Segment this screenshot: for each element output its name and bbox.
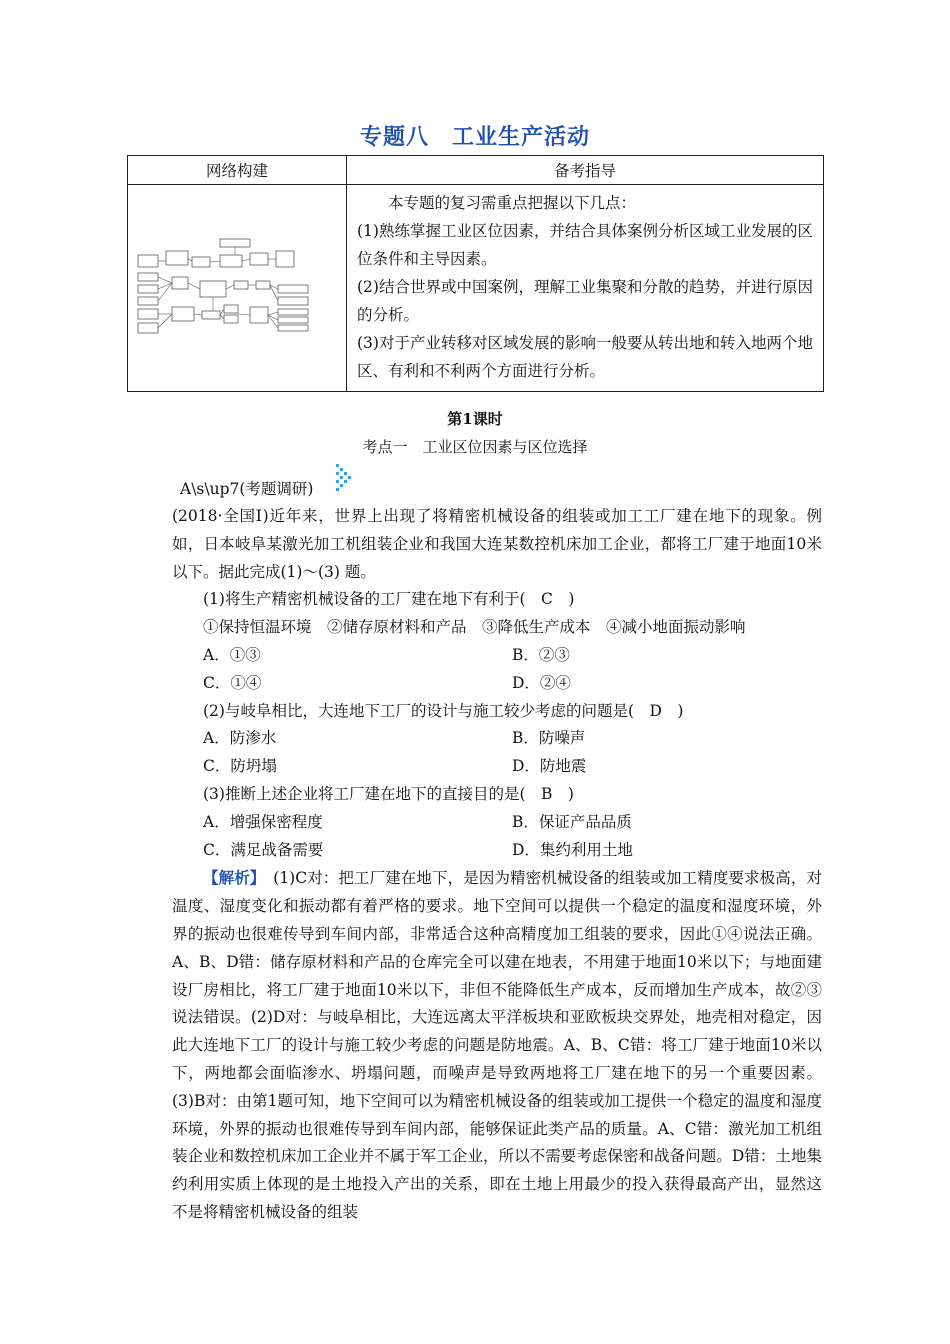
q3-option-d: D．集约利用土地 [512, 840, 633, 859]
guide-intro: 本专题的复习需重点把握以下几点： [388, 194, 637, 212]
question-3: (3)推断上述企业将工厂建在地下的直接目的是( B ) [203, 784, 574, 803]
q3-options-row-2 [172, 837, 822, 865]
q1-option-c: C．①④ [203, 673, 262, 692]
concept-map-diagram [128, 185, 346, 381]
guide-item-1: (1)熟练掌握工业区位因素，并结合具体案例分析区域工业发展的区位条件和主导因素。 [357, 222, 813, 268]
section-tag: A\s\up7(考题调研) [180, 480, 314, 498]
lesson-heading: 第1课时 [447, 410, 503, 428]
header-guide: 备考指导 [347, 156, 824, 185]
header-network: 网络构建 [128, 156, 347, 185]
point-heading: 考点一 工业区位因素与区位选择 [362, 438, 588, 456]
q1-options-row-1 [172, 642, 822, 670]
q2-option-b: B．防噪声 [512, 729, 586, 748]
q3-option-c: C．满足战备需要 [203, 840, 324, 859]
q3-option-b: B．保证产品品质 [512, 812, 632, 831]
page-title: 专题八 工业生产活动 [359, 124, 590, 150]
q1-options-row-2 [172, 670, 822, 698]
q1-option-a: A．①③ [203, 645, 261, 664]
q1-option-b: B．②③ [512, 645, 570, 664]
q2-option-a: A．防渗水 [203, 729, 277, 748]
question-1: (1)将生产精密机械设备的工厂建在地下有利于( C ) [203, 590, 575, 609]
question-1-items: ①保持恒温环境 ②储存原材料和产品 ③降低生产成本 ④减小地面振动影响 [203, 618, 746, 637]
question-block [172, 503, 822, 1227]
guide-item-2: (2)结合世界或中国案例，理解工业集聚和分散的趋势，并进行原因的分析。 [357, 278, 813, 324]
question-stem: (2018·全国Ⅰ)近年来，世界上出现了将精密机械设备的组装或加工工厂建在地下的现象。例如，日本岐阜某激光加工机组装企业和我国大连某数控机床加工企业，都将工厂建于地面10米以下。据此完成(1)～(3) 题。 [172, 507, 822, 581]
q2-option-c: C．防坍塌 [203, 757, 277, 776]
analysis-label: 【解析】 [203, 868, 258, 888]
q3-option-a: A．增强保密程度 [203, 812, 323, 831]
overview-table [127, 155, 824, 392]
analysis-text: (1)C对：把工厂建在地下，是因为精密机械设备的组装或加工精度要求极高，对温度、湿度变化和振动都有着严格的要求。地下空间可以提供一个稳定的温度和湿度环境，外界的振动也很难传导到车间内部，非常适合这种高精度加工组装的要求，因此①④说法正确。A、B、D错：储存原材料和产品的仓库完全可以建在地表，不用建于地面10米以下；与地面建设厂房相比，将工厂建于地面10米以下，非但不能降低生产成本，反而增加生产成本，故②③说法错误。(2)D对：与岐阜相比，大连远离太平洋板块和亚欧板块交界处，地壳相对稳定，因此大连地下工厂的设计与施工较少考虑的问题是防地震。A、B、C错：将工厂建于地面10米以下，两地都会面临渗水、坍塌问题，而噪声是导致两地将工厂建在地下的另一个重要因素。(3)B对：由第1题可知，地下空间可以为精密机械设备的组装或加工提供一个稳定的温度和湿度环境，外界的振动也很难传导到车间内部，能够保证此类产品的质量。A、C错：激光加工机组装企业和数控机床加工企业并不属于军工企业，所以不需要考虑保密和战备问题。D错：土地集约利用实质上体现的是土地投入产出的关系，即在土地上用最少的投入获得最高产出，显然这不是将精密机械设备的组装 [172, 869, 822, 1221]
analysis-paragraph [172, 864, 822, 1226]
q2-options-row-2 [172, 753, 822, 781]
q1-option-d: D．②④ [512, 673, 571, 692]
q3-options-row-1 [172, 809, 822, 837]
q2-options-row-1 [172, 725, 822, 753]
concept-map-cell [128, 185, 347, 392]
guide-item-3: (3)对于产业转移对区域发展的影响一般要从转出地和转入地两个地区、有利和不利两个方面进行分析。 [357, 334, 813, 380]
study-guide-cell [347, 185, 824, 392]
question-2: (2)与岐阜相比，大连地下工厂的设计与施工较少考虑的问题是( D ) [203, 701, 684, 720]
q2-option-d: D．防地震 [512, 757, 587, 776]
